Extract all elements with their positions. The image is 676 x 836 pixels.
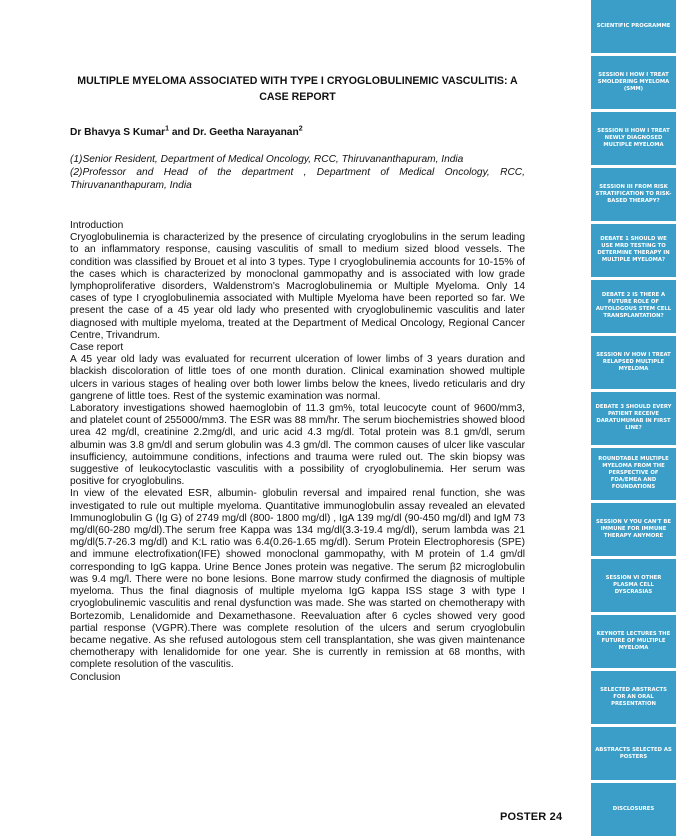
affiliation-1: (1)Senior Resident, Department of Medical Oncology, RCC, Thiruvananthapuram, India — [70, 154, 464, 165]
nav-disclosures[interactable]: DISCLOSURES — [591, 783, 676, 836]
paragraph-laboratory: Laboratory investigations showed haemoglobin of 11.3 gm%, total leucocyte count of 9600/mm3, and platelet count of 255000/mm3. The ESR was 88 mm/hr. The serum biochemistries showed blood urea 42 mg/dl, creatinine 2.2mg/dl, and uric acid 4.3 mg/dl. Total protein was 8.1 gm/dl, serum albumin was 3.8 gm/dl and serum globulin was 4.3 gm/dl. The common causes of ulcer like vascular insufficiency, autoimmune conditions, infections and trauma were ruled out. The skin biopsy was suggestive of leukocytoclastic vasculitis with a possibility of cryoglobulinemia. Her serum was positive for cryoglobulins. — [70, 403, 525, 488]
nav-scientific-programme[interactable]: SCIENTIFIC PROGRAMME — [591, 0, 676, 53]
nav-debate-3[interactable]: DEBATE 3 SHOULD EVERY PATIENT RECEIVE DARATUMUMAB IN FIRST LINE? — [591, 392, 676, 445]
author-line — [70, 126, 525, 140]
nav-keynote-lectures[interactable]: KEYNOTE LECTURES THE FUTURE OF MULTIPLE MYELOMA — [591, 615, 676, 668]
paragraph-case-presentation: A 45 year old lady was evaluated for recurrent ulceration of lower limbs of 3 years duration and blackish discoloration of little toes of one month duration. Clinical examination showed multiple ulcers in various stages of healing over both lower limbs below the knees, livedo reticularis and dry gangrene of little toes. Rest of the systemic examination was normal. — [70, 354, 525, 402]
nav-session-6[interactable]: SESSION VI OTHER PLASMA CELL DYSCRASIAS — [591, 559, 676, 612]
nav-session-3[interactable]: SESSION III FROM RISK STRATIFICATION TO RISK-BASED THERAPY? — [591, 168, 676, 221]
poster-number: POSTER 24 — [500, 811, 563, 823]
affiliation-2: (2)Professor and Head of the department , Department of Medical Oncology, RCC, Thiruvananthapuram, India — [70, 167, 525, 192]
nav-debate-1[interactable]: DEBATE 1 SHOULD WE USE MRD TESTING TO DETERMINE THERAPY IN MULTIPLE MYELOMA? — [591, 224, 676, 277]
nav-roundtable[interactable]: ROUNDTABLE MULTIPLE MYELOMA FROM THE PERSPECTIVE OF FDA/EMEA AND FOUNDATIONS — [591, 448, 676, 501]
section-heading-introduction: Introduction — [70, 220, 124, 231]
nav-selected-abstracts-oral[interactable]: SELECTED ABSTRACTS FOR AN ORAL PRESENTATION — [591, 671, 676, 724]
article-body — [70, 220, 525, 684]
section-heading-conclusion: Conclusion — [70, 671, 121, 683]
nav-session-1[interactable]: SESSION I HOW I TREAT SMOLDERING MYELOMA (SMM) — [591, 56, 676, 109]
paragraph-workup-treatment: In view of the elevated ESR, albumin- globulin reversal and impaired renal function, she was investigated to rule out multiple myeloma. Quantitative immunoglobulin assay revealed an elevated Immunoglobulin G (Ig G) of 2749 mg/dl (800- 1800 mg/dl) , IgA 139 mg/dl (90-450 mg/dl) and IgM 73 mg/dl(60-280 mg/dl).The serum free Kappa was 134 mg/dl(3.3-19.4 mg/dl), serum lambda was 21 mg/dl(5.7-26.3 mg/dl) and K:L ratio was 6.4(0.26-1.65 mg/dl). Serum Protein Electrophoresis (SPE) and immune electrofixation(IFE) showed monoclonal gammopathy, with M protein of 1.4 gm/dl corresponding to IgG kappa. Urine Bence Jones protein was negative. The serum β2 microglobulin was 9.4 mg/l. There were no bone lesions. Bone marrow study confirmed the diagnosis of multiple myeloma. Thus the final diagnosis of multiple myeloma IgG kappa ISS stage 3 with type I cryoglobulinemic vasculitis and renal dysfunction was made. She was started on chemotherapy with Bortezomib, Lenalidomide and Dexamethasone. Reevaluation after 6 cycles showed very good partial response (VGPR).There was complete resolution of the ulcers and serum cryoglobulin became negative. As she refused autologous stem cell transplantation, she was given maintenance chemotherapy with lenalidomide for one year. She is currently in remission at 68 months, with complete resolution of the vasculitis. — [70, 488, 525, 671]
nav-session-2[interactable]: SESSION II HOW I TREAT NEWLY DIAGNOSED MULTIPLE MYELOMA — [591, 112, 676, 165]
author-1: Dr Bhavya S Kumar$^1$ — [70, 125, 170, 138]
paper-title: MULTIPLE MYELOMA ASSOCIATED WITH TYPE I CRYOGLOBULINEMIC VASCULITIS: A CASE REPORT — [77, 75, 518, 103]
nav-session-4[interactable]: SESSION IV HOW I TREAT RELAPSED MULTIPLE MYELOMA — [591, 336, 676, 389]
section-heading-case-report: Case report — [70, 342, 124, 354]
nav-abstracts-posters[interactable]: ABSTRACTS SELECTED AS POSTERS — [591, 727, 676, 780]
section-nav-sidebar — [591, 0, 676, 836]
affiliations — [70, 153, 525, 193]
nav-debate-2[interactable]: DEBATE 2 IS THERE A FUTURE ROLE OF AUTOLOGOUS STEM CELL TRANSPLANTATION? — [591, 280, 676, 333]
paragraph-introduction: Cryoglobulinemia is characterized by the presence of circulating cryoglobulins in the serum leading to an inflammatory response, causing vasculitis of small to medium sized blood vessels. The condition was classified by Brouet et al into 3 types. Type I cryoglobulinemia accounts for 10-15% of the cases which is characterized by monoclonal gammopathy and is associated with low grade lymphoproliferative disorders, Waldenstrom's Macroglobulinemia or Multiple Myeloma. Only 14 cases of type I cryoglobulinemia associated with Multiple Myeloma have been reported so far. We present the case of a 45 year old lady who presented with cryoglobulinemic vasculitis and later diagnosed with multiple myeloma, treated at the Department of Medical Oncology, Regional Cancer Centre, Trivandrum. — [70, 232, 525, 341]
author-2: and Dr. Geetha Narayanan$^2$ — [169, 125, 303, 138]
nav-session-5[interactable]: SESSION V YOU CAN'T BE IMMUNE FOR IMMUNE THERAPY ANYMORE — [591, 503, 676, 556]
